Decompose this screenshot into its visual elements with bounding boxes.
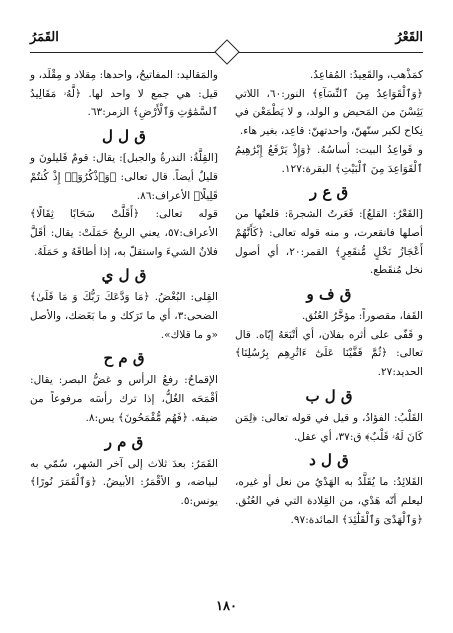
- entry-paragraph: القِلى: البُغْضُ. ﴿مَا وَدَّعَكَ رَبُّكَ وَ مَا قَلَىٰ﴾ الضحى:٣، أي ما تَرَكك و ما بَغَضك، والأصل «و ما قلاك».: [30, 291, 218, 341]
- entry-paragraph: ﴿وَٱلْقَوَاعِدُ مِنَ ٱلنِّسَآءِ﴾ النور:٦٠، اللاتي يَئِسْنَ من المَحيض و الولد، و لا يَطْمَعْن في نِكاح لكبر سنّهنّ، واحدتهنّ: قاعِد، بغير هاء.: [235, 87, 423, 138]
- page-number: ١٨٠: [216, 599, 237, 614]
- root-heading: ق ل ل: [102, 127, 146, 146]
- diamond-ornament-icon: [214, 39, 239, 64]
- root-heading: ق م ح: [103, 349, 145, 368]
- entry-paragraph: الإقماحُ: رفعُ الرأس و غضُّ البصر: يقال: أقْمَحَه الغُلُّ، إذا ترك رأسَه مرفوعاً من ضيقه. ﴿فَهُم مُّقْمَحُونَ﴾ يس:٨.: [30, 374, 218, 424]
- header-word-right: القَعْرُ: [395, 30, 423, 45]
- entry-paragraph: والمَقاليد: المفاتيحُ، واحدها: مِقلاد و مِقْلَد، و قيل: هي جمع لا واحد لها. ﴿لَّهُۥ مَقَالِيدُ ٱلسَّمَٰوَٰتِ وَٱلْأَرْضِ﴾ الزمر:٦٣.: [30, 69, 218, 119]
- root-heading: ق ل ب: [305, 386, 353, 405]
- root-heading: ق ع ر: [309, 183, 349, 202]
- root-heading: ق ل د: [309, 451, 349, 470]
- entry-paragraph: [القِلَّةُ: الندرةُ والجبل]: يقال: قومٌ قَليلونَ و قليلٌ أيضاً. قال تعالى: ﴿وَٱذْكُرُوٓا۟ إِذْ كُنتُمْ قَلِيلًا﴾ الأعراف:٨٦.: [30, 152, 218, 202]
- page-header: [30, 30, 423, 52]
- root-heading: ق ل ي: [101, 266, 147, 285]
- root-heading: ق ف و: [306, 285, 352, 304]
- entry-paragraph: و قَواعِدُ البيت: أساسُهُ. ﴿وَإِذْ يَرْفَعُ إِبْرَٰهِيمُ ٱلْقَوَاعِدَ مِنَ ٱلْبَيْتِ﴾ البقرة:١٢٧.: [235, 143, 423, 175]
- header-word-left: القَمَرُ: [30, 30, 59, 45]
- entry-paragraph: و قَفّى على أثره بفلان، أي أتْبَعَهُ إيّاه. قال تعالى: ﴿ثُمَّ قَفَّيْنَا عَلَىٰٓ ءَاثَٰرِهِم بِرُسُلِنَا﴾ الحديد:٢٧.: [235, 328, 423, 379]
- entry-paragraph: القَلائِدُ: ما يُقَلَّدُ به الهَدْيُ من نعل أو غيره، ليعلم أنّه هَدْي، من القِلادة التي في العُنُق. ﴿وَٱلْهَدْىَ وَٱلْقَلَٰٓئِدَ﴾ المائدة:٩٧.: [235, 476, 423, 526]
- entry-paragraph: القَلْبُ: الفؤادُ، و قيل في قوله تعالى: ﴿لِمَن كَانَ لَهُۥ قَلْبٌ﴾ ق:٣٧، أي عقل.: [235, 411, 423, 443]
- entry-paragraph: القَمَرُ: بعدَ ثلاث إلى آخر الشهر، سُمّي به لبياضه، و الأقْمَرُ: الأبيضُ. ﴿وَٱلْقَمَرَ نُورًا﴾ يونس:٥.: [30, 457, 218, 507]
- entry-paragraph: قوله تعالى: ﴿أَقَلَّتْ سَحَابًا ثِقَالًا﴾ الأعراف:٥٧، يعني الريحُ حَمَلَتْ: يقال: أقَلَّ فلانٌ الشيءَ واستقلّ به، إذا أطاقَهُ و حَمَلَهُ.: [30, 208, 218, 258]
- root-heading: ق م ر: [104, 432, 144, 451]
- entry-paragraph: القَفا، مقصوراً: مؤخَّرُ العُنُق.: [301, 310, 423, 323]
- entry-paragraph: [القَعْرُ: القلعُ]: قَعَرتُ الشجرةَ: قلعتُها من أصلها فانقعرت، و منه قوله تعالى: ﴿كَأَنَّهُمْ أَعْجَازُ نَخْلٍ مُّنقَعِرٍ﴾ القمر:٢٠، أي أصول نخل مُنقَطع.: [235, 208, 423, 277]
- right-column: [235, 66, 423, 529]
- left-column: [30, 66, 218, 511]
- entry-paragraph: كمَذْهب، والقَعِيدُ: المُقاعِدُ.: [309, 69, 423, 81]
